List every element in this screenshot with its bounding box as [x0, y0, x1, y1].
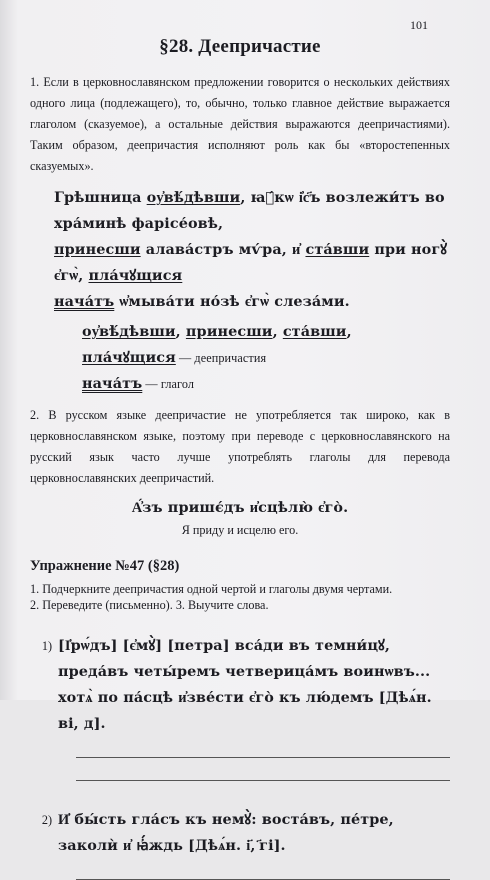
participle-prinesshi: принесши — [54, 241, 141, 258]
participle-uvedevshi: оу҆вѣ́дѣвши — [146, 189, 241, 206]
exercise-item-1: 1) [І҆рѡ́дъ] [є҆мꙋ̀] [петра] вса́ди въ темни́цꙋ, преда́въ четы́ремъ четверица́мъ воинѡвъ... хотѧ̀ по па́сцѣ и҆зве́сти є҆го̀ къ лю́демъ [Дѣѧ́н. ві, д]. — [30, 633, 450, 737]
participle-plachushchisya: пла́чꙋщися — [88, 267, 183, 284]
task-2: 2. Переведите (письменно). 3. Выучите слова. — [30, 598, 269, 612]
paragraph-1: 1. Если в церковнославянском предложении говорится о нескольких действиях одного лица (подлежащего), то, обычно, только главное действие выражается глаголом (сказуемое), а остальные действия выражаются деепричастиями). Таким образом, деепричастия исполняют роль как бы «второстепенных сказуемых». — [30, 75, 450, 173]
exercise-text-1: [І҆рѡ́дъ] [є҆мꙋ̀] [петра] вса́ди въ темни́цꙋ, преда́въ четы́ремъ четверица́мъ воинѡвъ... хотѧ̀ по па́сцѣ и҆зве́сти є҆го̀ къ лю́демъ [Дѣѧ́н. ві, д]. — [58, 637, 432, 732]
answer-line-2[interactable] — [76, 780, 450, 781]
paragraph-2: 2. В русском языке деепричастие не употребляется так широко, как в церковнославянском языке, поэтому при переводе с церковнославянского на русский язык часто лучше употреблять глаголы для перевода церковнославянских деепричастий. — [30, 408, 450, 485]
section-title: §28. Деепричастие — [159, 36, 321, 57]
slavonic-example-1: Грѣшница оу҆вѣ́дѣвши, ꙗ҆́кѡ і҆с҃ъ возлежи́тъ во хра́минѣ фарісе́овѣ, принесши алава́стръ мѵ́ра, и҆ ста́вши при ногꙋ̀ є҆гѡ̀, пла́чꙋщися нача́тъ ѡ҆мыва́ти но́зѣ є҆гѡ̀ слеза́ми. — [54, 189, 448, 310]
verb-nachat: нача́тъ — [54, 293, 115, 310]
exercise-item-2: 2) И҆ бы́сть гла́съ къ немꙋ̀: воста́въ, пе́тре, заколѝ и҆ ꙗ҆́ждь [Дѣѧ́н. і҃, ҃гі]. — [30, 807, 450, 859]
participle-stavshi: ста́вши — [305, 241, 370, 258]
page-number: 101 — [410, 18, 428, 32]
slavonic-example-2: А҆́зъ пришє́дъ и҆сцѣлю̀ є҆го̀. — [131, 499, 349, 516]
answer-line-1[interactable] — [76, 757, 450, 758]
exercise-text-2: И҆ бы́сть гла́съ къ немꙋ̀: воста́въ, пе́тре, заколѝ и҆ ꙗ҆́ждь [Дѣѧ́н. і҃, ҃гі]. — [58, 811, 394, 854]
russian-translation-2: Я приду и исцелю его. — [181, 523, 299, 537]
exercise-title: Упражнение №47 (§28) — [30, 558, 180, 574]
verb-legend: нача́тъ — глагол — [82, 375, 195, 392]
participles-legend: оу҆вѣ́дѣвши, принесши, ста́вши, пла́чꙋщися — деепричастия — [82, 323, 352, 366]
task-1: 1. Подчеркните деепричастия одной чертой и глаголы двумя чертами. — [30, 582, 393, 596]
